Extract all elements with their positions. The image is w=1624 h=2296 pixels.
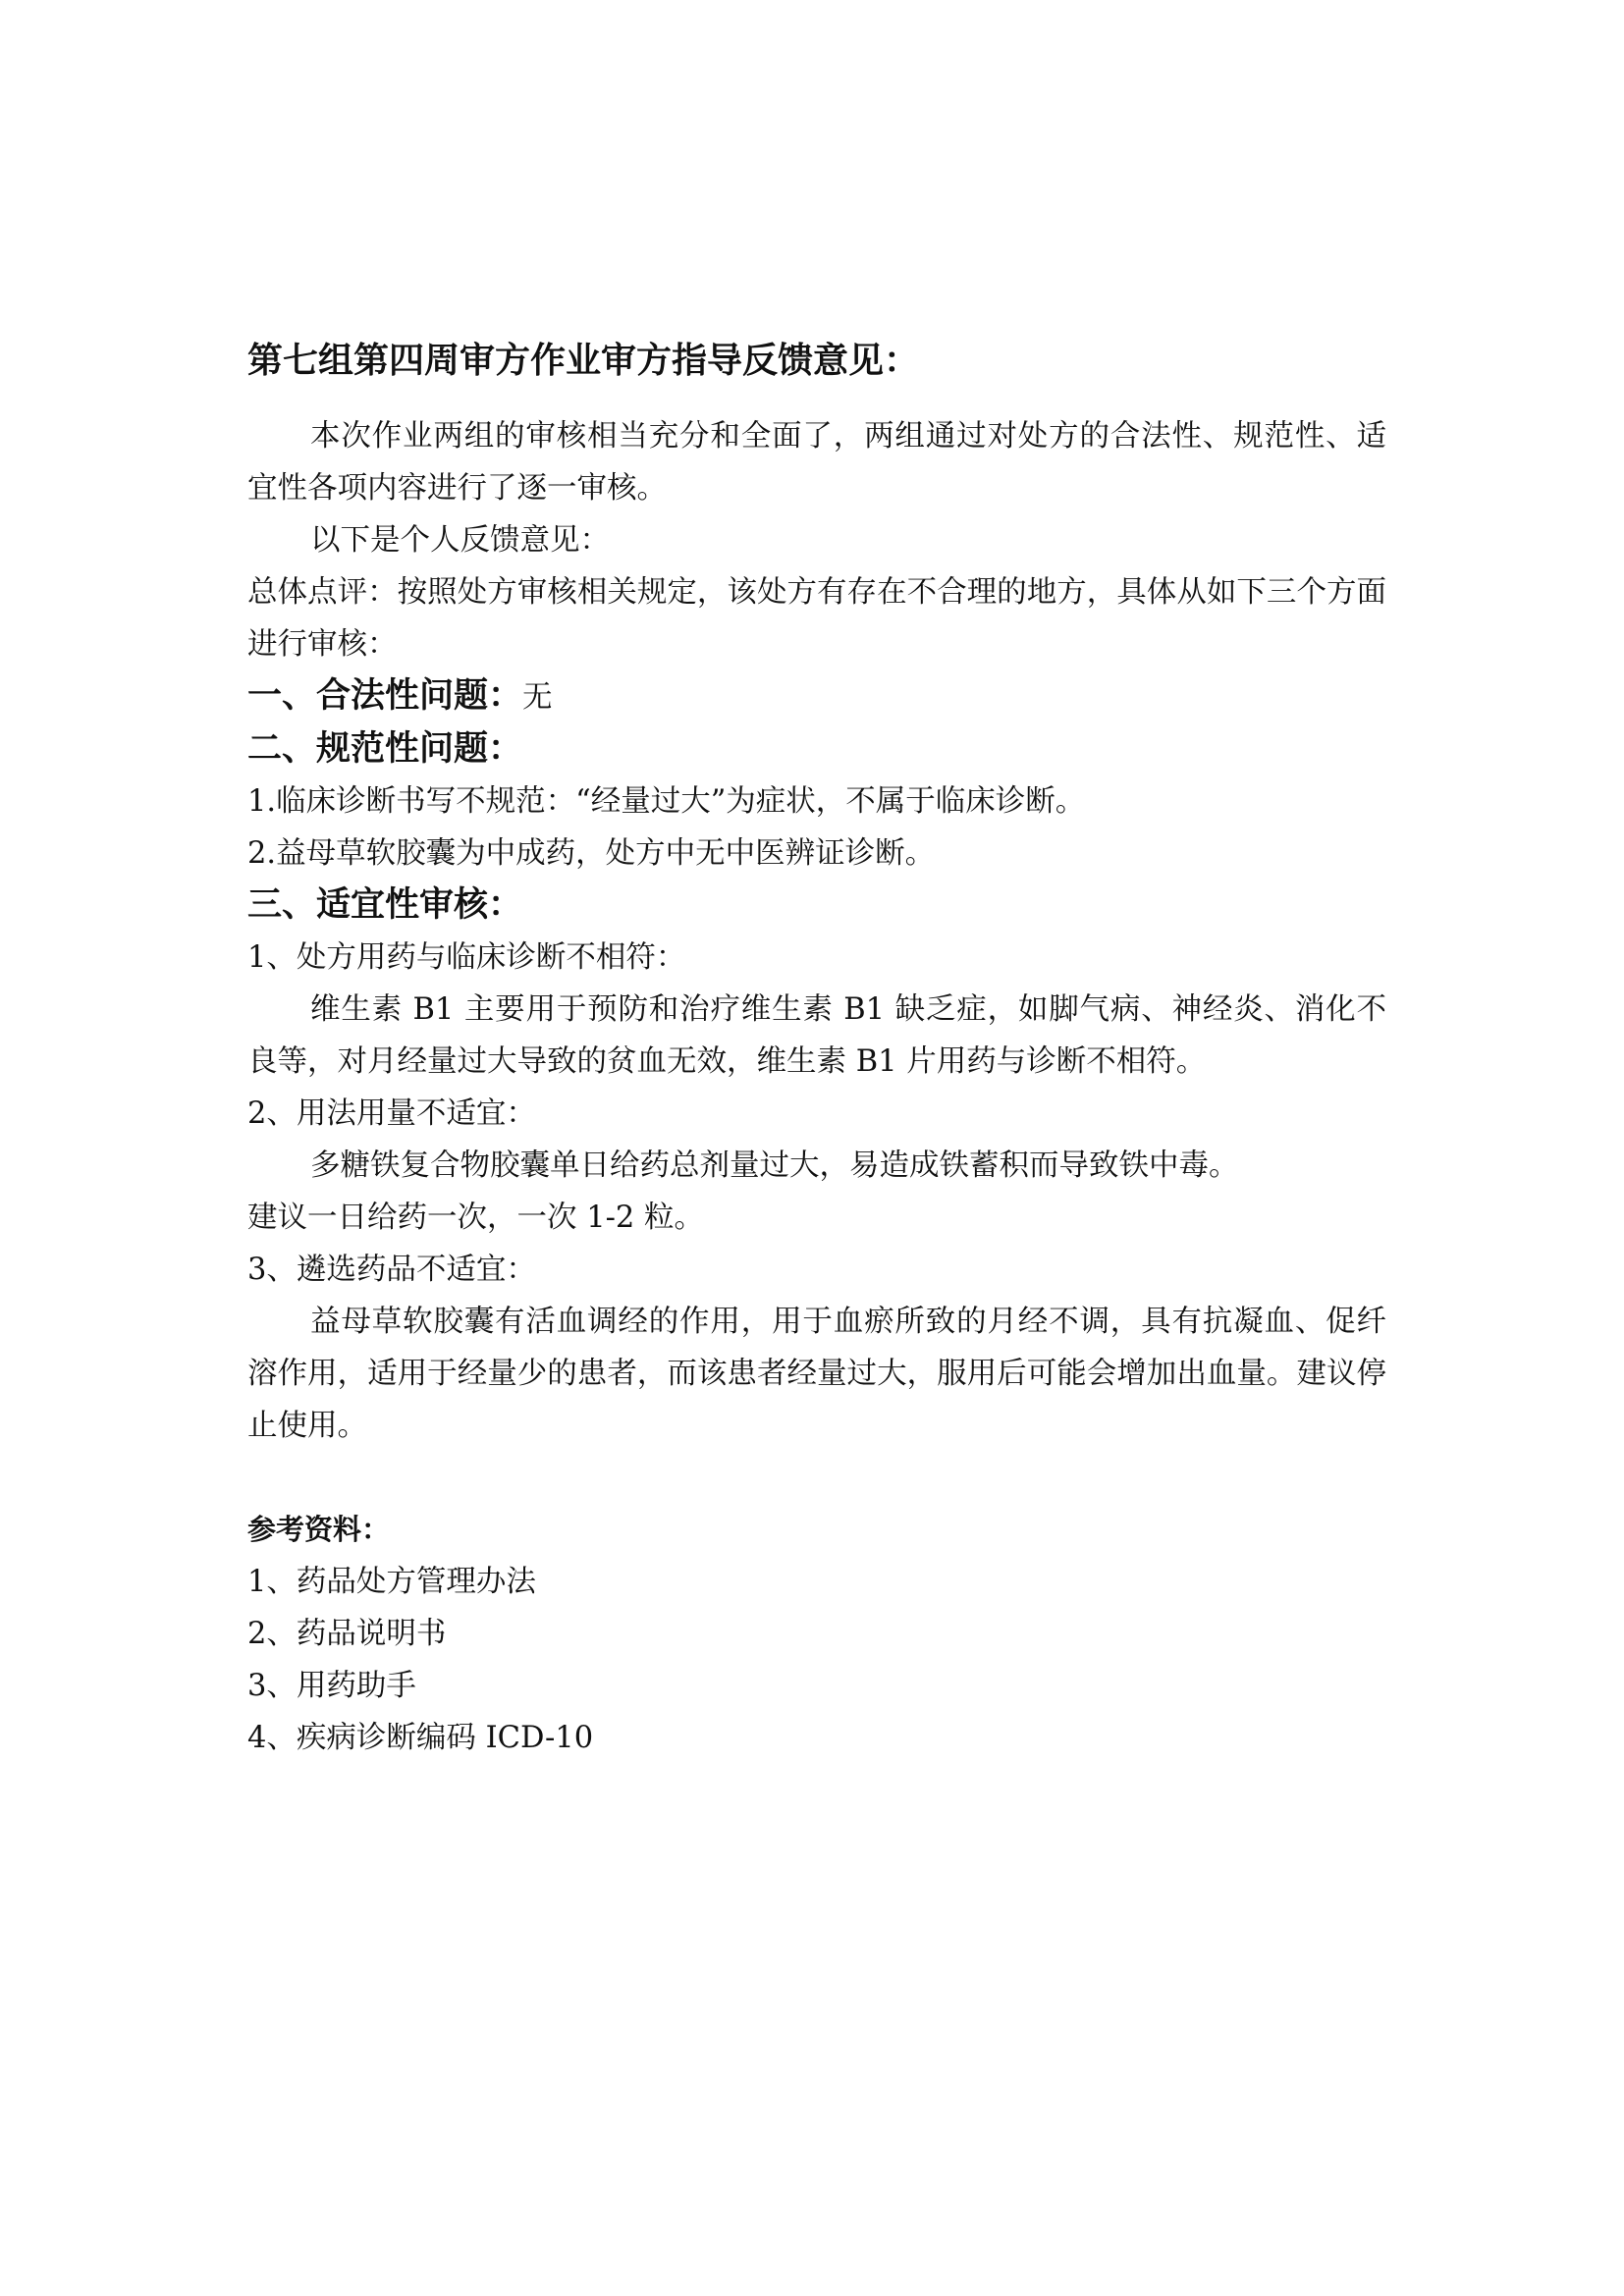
standard-item-1: 1.临床诊断书写不规范：“经量过大”为症状，不属于临床诊断。 — [247, 784, 1086, 819]
suitability-sub3-label: 3、遴选药品不适宜： — [247, 1253, 536, 1287]
section-legality-heading: 一、合法性问题： — [247, 676, 523, 716]
reference-item-1: 1、药品处方管理办法 — [247, 1565, 536, 1599]
suitability-sub2-label: 2、用法用量不适宜： — [247, 1096, 536, 1131]
document-page — [247, 334, 1386, 1764]
reference-item-3: 3、用药助手 — [247, 1669, 416, 1703]
suitability-sub2-text: 多糖铁复合物胶囊单日给药总剂量过大，易造成铁蓄积而导致铁中毒。 — [310, 1148, 1239, 1183]
feedback-intro: 以下是个人反馈意见： — [310, 523, 610, 558]
suitability-sub3-text: 益母草软胶囊有活血调经的作用，用于血瘀所致的月经不调，具有抗凝血、促纤溶作用，适用于经量少的患者，而该患者经量过大，服用后可能会增加出血量。建议停止使用。 — [247, 1305, 1386, 1443]
section-legality-value: 无 — [522, 680, 553, 715]
intro-paragraph: 本次作业两组的审核相当充分和全面了，两组通过对处方的合法性、规范性、适宜性各项内容进行了逐一审核。 — [247, 419, 1386, 506]
suitability-sub1-text: 维生素 B1 主要用于预防和治疗维生素 B1 缺乏症，如脚气病、神经炎、消化不良等，对月经量过大导致的贫血无效，维生素 B1 片用药与诊断不相符。 — [247, 992, 1386, 1079]
section-standard-heading: 二、规范性问题： — [247, 729, 523, 769]
section-legality — [247, 670, 1386, 723]
page-title: 第七组第四周审方作业审方指导反馈意见： — [247, 341, 920, 381]
section-suitability-heading: 三、适宜性审核： — [247, 885, 523, 925]
reference-item-2: 2、药品说明书 — [247, 1617, 447, 1651]
suitability-sub1-label: 1、处方用药与临床诊断不相符： — [247, 940, 686, 975]
reference-item-4: 4、疾病诊断编码 ICD-10 — [247, 1721, 594, 1755]
references-heading: 参考资料： — [247, 1513, 391, 1546]
standard-item-2: 2.益母草软胶囊为中成药，处方中无中医辨证诊断。 — [247, 836, 936, 871]
overall-comment: 总体点评：按照处方审核相关规定，该处方有存在不合理的地方，具体从如下三个方面进行审核： — [247, 575, 1386, 662]
suitability-sub2-suggestion: 建议一日给药一次，一次 1-2 粒。 — [247, 1201, 705, 1235]
